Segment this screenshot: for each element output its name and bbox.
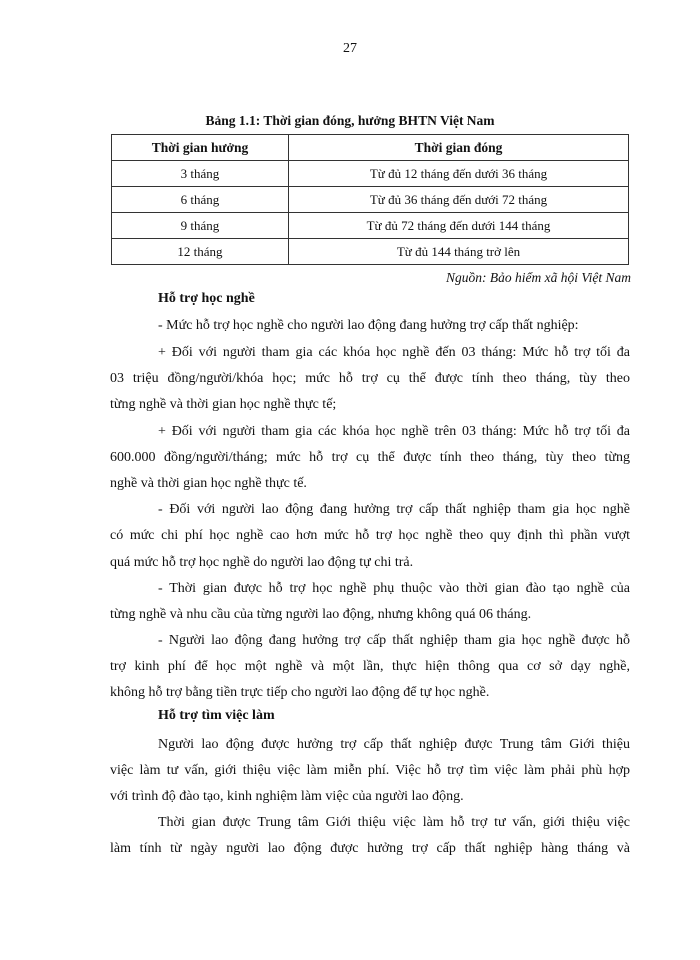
paragraph-line: việc làm tư vấn, giới thiệu việc làm miễn phí. Việc hỗ trợ tìm việc làm phải phù hợp [110, 763, 630, 778]
paragraph-line: - Người lao động đang hưởng trợ cấp thất nghiệp tham gia học nghề được hỗ [158, 633, 630, 648]
table-cell: 6 tháng [112, 187, 289, 213]
section-heading-job-search-support: Hỗ trợ tìm việc làm [158, 708, 275, 723]
table-cell: Từ đủ 144 tháng trở lên [289, 239, 629, 265]
paragraph-line: - Mức hỗ trợ học nghề cho người lao động đang hưởng trợ cấp thất nghiệp: [158, 318, 579, 333]
table-cell: Từ đủ 36 tháng đến dưới 72 tháng [289, 187, 629, 213]
paragraph-line: Thời gian được Trung tâm Giới thiệu việc làm hỗ trợ tư vấn, giới thiệu việc [158, 815, 630, 830]
paragraph-line: + Đối với người tham gia các khóa học nghề đến 03 tháng: Mức hỗ trợ tối đa [158, 345, 630, 360]
paragraph-line: quá mức hỗ trợ học nghề do người lao động tự chi trả. [110, 555, 414, 570]
paragraph-line: có mức chi phí học nghề cao hơn mức hỗ trợ học nghề theo quy định thì phần vượt [110, 528, 630, 543]
paragraph-line: nghề và thời gian học nghề thực tế. [110, 476, 307, 491]
paragraph-line: - Thời gian được hỗ trợ học nghề phụ thuộc vào thời gian đào tạo nghề của [158, 581, 630, 596]
paragraph-line: - Đối với người lao động đang hưởng trợ cấp thất nghiệp tham gia học nghề [158, 502, 630, 517]
column-header-benefit-period: Thời gian hưởng [112, 135, 289, 161]
table-caption: Bảng 1.1: Thời gian đóng, hưởng BHTN Việt Nam [205, 113, 495, 128]
table-header-row [112, 135, 629, 161]
page-number: 27 [343, 41, 357, 56]
paragraph-line: từng nghề và thời gian học nghề thực tế; [110, 397, 337, 412]
table-cell: Từ đủ 12 tháng đến dưới 36 tháng [289, 161, 629, 187]
section-heading-vocational-support: Hỗ trợ học nghề [158, 291, 255, 306]
table-row [112, 187, 629, 213]
table-cell: 3 tháng [112, 161, 289, 187]
table-row [112, 213, 629, 239]
table-cell: 9 tháng [112, 213, 289, 239]
paragraph-line: với trình độ đào tạo, kinh nghiệm làm việc của người lao động. [110, 789, 464, 804]
table-row [112, 239, 629, 265]
column-header-contribution-period: Thời gian đóng [289, 135, 629, 161]
paragraph-line: không hỗ trợ bằng tiền trực tiếp cho người lao động để tự học nghề. [110, 685, 490, 700]
paragraph-line: Người lao động được hưởng trợ cấp thất nghiệp được Trung tâm Giới thiệu [158, 737, 630, 752]
paragraph-line: + Đối với người tham gia các khóa học nghề trên 03 tháng: Mức hỗ trợ tối đa [158, 424, 630, 439]
paragraph-line: trợ kinh phí để học một nghề và một lần, thực hiện thông qua cơ sở dạy nghề, [110, 659, 630, 674]
table-source-note: Nguồn: Bảo hiểm xã hội Việt Nam [446, 270, 631, 285]
table-row [112, 161, 629, 187]
paragraph-line: làm tính từ ngày người lao động được hưởng trợ cấp thất nghiệp hàng tháng và [110, 841, 630, 856]
paragraph-line: từng nghề và nhu cầu của từng người lao động, nhưng không quá 06 tháng. [110, 607, 532, 622]
benefit-duration-table [111, 134, 629, 265]
paragraph-line: 600.000 đồng/người/tháng; mức hỗ trợ cụ thể được tính theo tháng, tùy theo từng [110, 450, 630, 465]
table-cell: 12 tháng [112, 239, 289, 265]
table-cell: Từ đủ 72 tháng đến dưới 144 tháng [289, 213, 629, 239]
paragraph-line: 03 triệu đồng/người/khóa học; mức hỗ trợ cụ thể được tính theo tháng, tùy theo [110, 371, 630, 386]
